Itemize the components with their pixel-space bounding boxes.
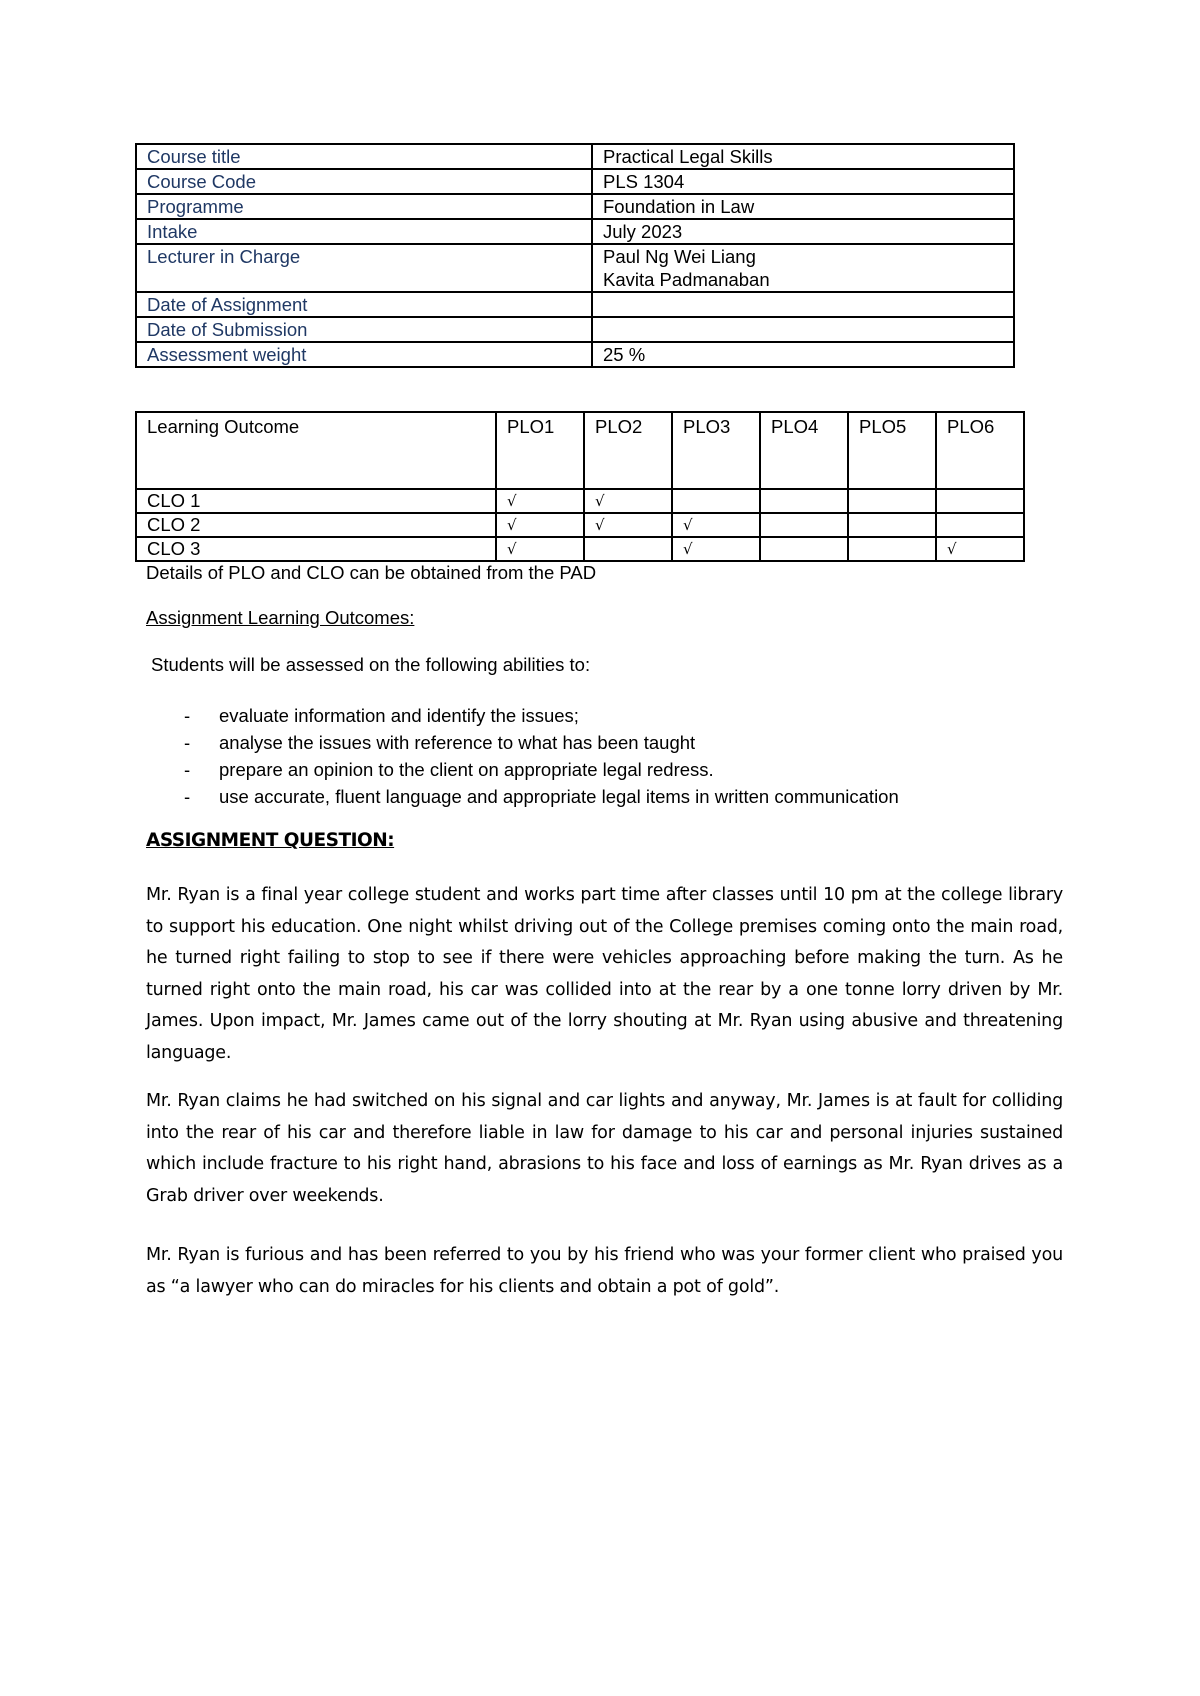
header-learning-outcome: Learning Outcome (136, 412, 496, 489)
learning-outcome-table (135, 411, 1025, 562)
tick-cell (672, 489, 760, 513)
course-code-label: Course Code (136, 169, 592, 194)
table-row (136, 292, 1014, 317)
date-of-assignment-value (592, 292, 1014, 317)
plo-clo-note: Details of PLO and CLO can be obtained from the PAD (146, 562, 597, 583)
ability-text: use accurate, fluent language and appropriate legal items in written communication (219, 786, 899, 807)
list-item (146, 783, 899, 810)
abilities-list (146, 702, 899, 810)
table-row (136, 194, 1014, 219)
lecturer-value (592, 244, 1014, 292)
header-plo2: PLO2 (584, 412, 672, 489)
dash-bullet: - (184, 732, 191, 753)
lecturer-label: Lecturer in Charge (136, 244, 592, 292)
tick-cell (848, 537, 936, 561)
tick-cell: √ (672, 537, 760, 561)
list-item (146, 756, 899, 783)
header-plo3: PLO3 (672, 412, 760, 489)
table-header-row (136, 412, 1024, 489)
tick-cell (584, 537, 672, 561)
table-row (136, 342, 1014, 367)
ability-text: prepare an opinion to the client on appropriate legal redress. (219, 759, 714, 780)
ability-text: evaluate information and identify the issues; (219, 705, 579, 726)
header-plo4: PLO4 (760, 412, 848, 489)
question-paragraph-1: Mr. Ryan is a final year college student and works part time after classes until 10 pm at the college library to support his education. One night whilst driving out of the College premises coming onto the main road, he turned right failing to stop to see if there were vehicles approaching before making the turn. As he turned right onto the main road, his car was collided into at the rear by a one tonne lorry driven by Mr. James. Upon impact, Mr. James came out of the lorry shouting at Mr. Ryan using abusive and threatening language. (146, 885, 1063, 1063)
header-plo6: PLO6 (936, 412, 1024, 489)
ability-text: analyse the issues with reference to what has been taught (219, 732, 696, 753)
table-row (136, 513, 1024, 537)
tick-cell: √ (936, 537, 1024, 561)
header-plo5: PLO5 (848, 412, 936, 489)
tick-cell (848, 489, 936, 513)
programme-value: Foundation in Law (592, 194, 1014, 219)
dash-bullet: - (184, 705, 191, 726)
clo-label: CLO 2 (136, 513, 496, 537)
lecturer-name-1: Paul Ng Wei Liang (603, 246, 756, 267)
intake-label: Intake (136, 219, 592, 244)
tick-cell (848, 513, 936, 537)
list-item (146, 729, 899, 756)
assessment-weight-value: 25 % (592, 342, 1014, 367)
question-paragraph-3: Mr. Ryan is furious and has been referred to you by his friend who was your former client who praised you as “a lawyer who can do miracles for his clients and obtain a pot of gold”. (146, 1245, 1063, 1297)
tick-cell (760, 489, 848, 513)
table-row (136, 144, 1014, 169)
tick-cell (936, 513, 1024, 537)
list-item (146, 702, 899, 729)
course-title-label: Course title (136, 144, 592, 169)
tick-cell (936, 489, 1024, 513)
clo-label: CLO 3 (136, 537, 496, 561)
tick-cell (760, 513, 848, 537)
question-paragraph-2: Mr. Ryan claims he had switched on his signal and car lights and anyway, Mr. James is at fault for colliding into the rear of his car and therefore liable in law for damage to his car and personal injuries sustained which include fracture to his right hand, abrasions to his face and loss of earnings as Mr. Ryan drives as a Grab driver over weekends. (146, 1091, 1063, 1206)
assignment-learning-outcomes-heading: Assignment Learning Outcomes: (146, 607, 415, 628)
assignment-question-heading: ASSIGNMENT QUESTION: (146, 830, 395, 851)
tick-cell: √ (496, 489, 584, 513)
intake-value: July 2023 (592, 219, 1014, 244)
table-row (136, 489, 1024, 513)
course-title-value: Practical Legal Skills (592, 144, 1014, 169)
tick-cell: √ (496, 537, 584, 561)
tick-cell: √ (584, 513, 672, 537)
tick-cell: √ (496, 513, 584, 537)
date-of-assignment-label: Date of Assignment (136, 292, 592, 317)
dash-bullet: - (184, 786, 191, 807)
tick-cell: √ (584, 489, 672, 513)
table-row (136, 244, 1014, 292)
programme-label: Programme (136, 194, 592, 219)
table-row (136, 317, 1014, 342)
tick-cell: √ (672, 513, 760, 537)
date-of-submission-value (592, 317, 1014, 342)
table-row (136, 537, 1024, 561)
course-info-table (135, 143, 1015, 368)
table-row (136, 169, 1014, 194)
clo-label: CLO 1 (136, 489, 496, 513)
table-row (136, 219, 1014, 244)
assessment-weight-label: Assessment weight (136, 342, 592, 367)
dash-bullet: - (184, 759, 191, 780)
date-of-submission-label: Date of Submission (136, 317, 592, 342)
lecturer-name-2: Kavita Padmanaban (603, 269, 770, 290)
header-plo1: PLO1 (496, 412, 584, 489)
course-code-value: PLS 1304 (592, 169, 1014, 194)
abilities-intro: Students will be assessed on the following abilities to: (151, 654, 591, 675)
tick-cell (760, 537, 848, 561)
